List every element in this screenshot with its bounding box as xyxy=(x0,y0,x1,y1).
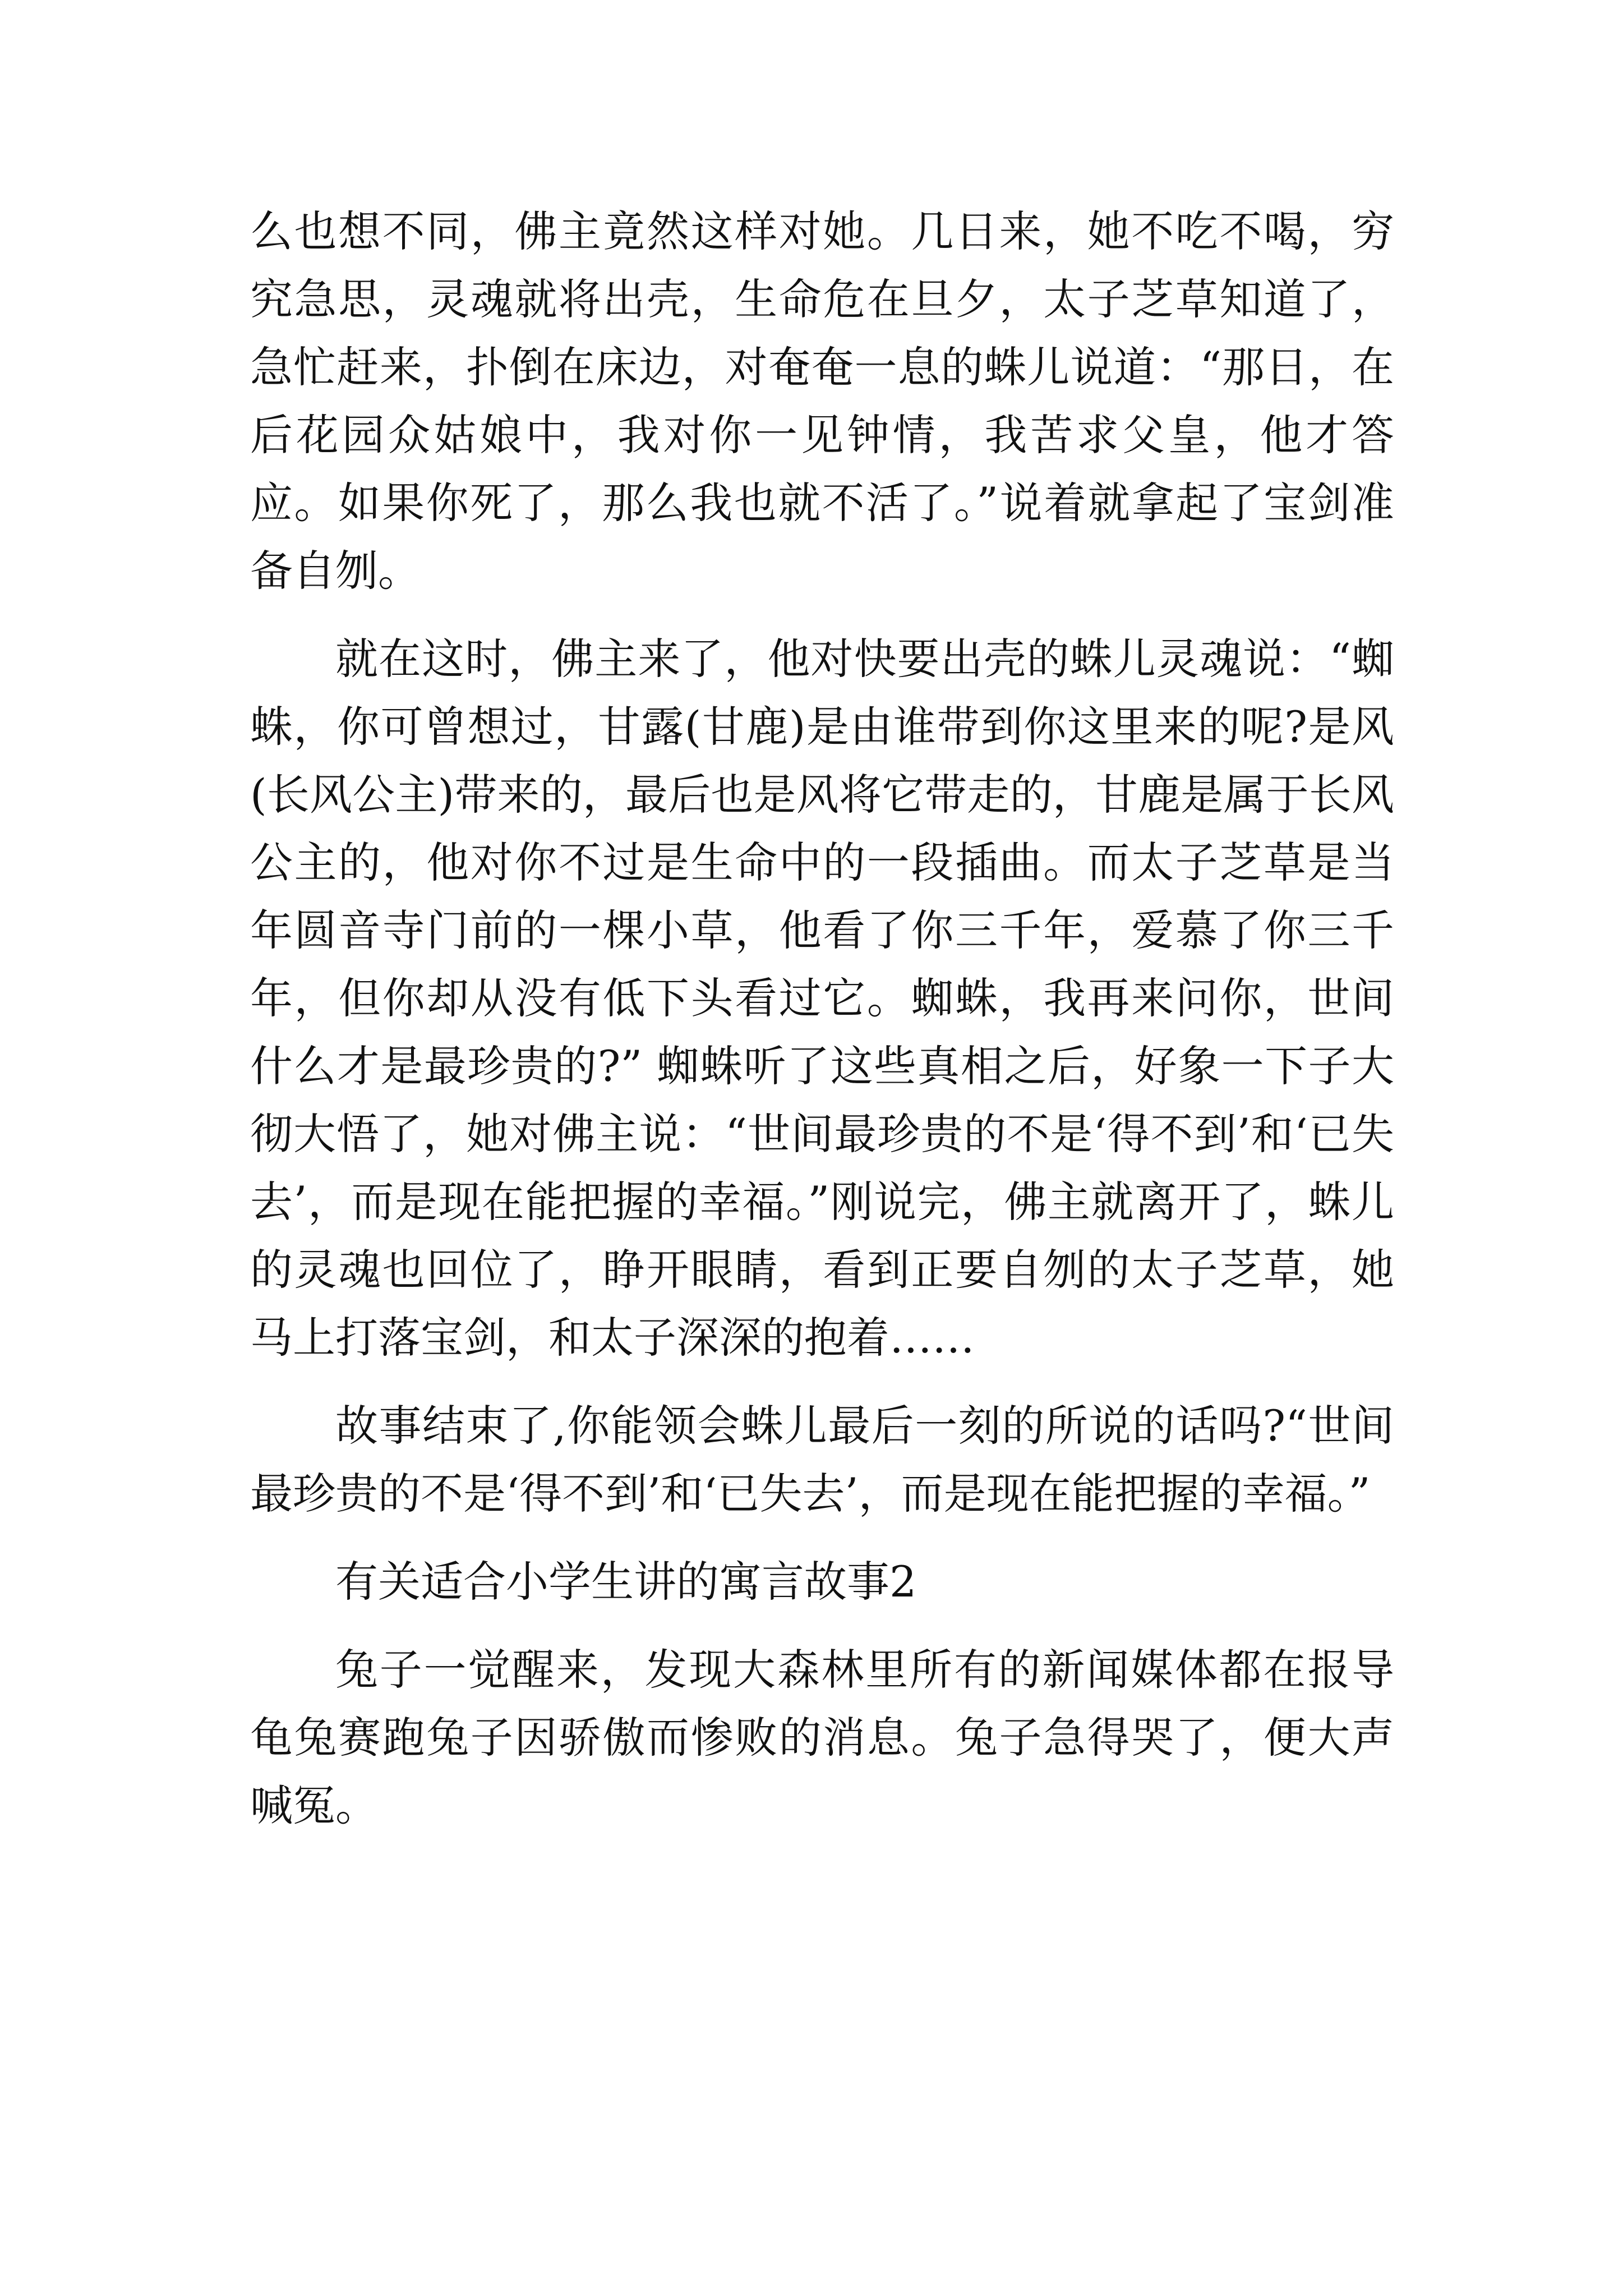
document-body xyxy=(250,197,1394,1860)
paragraph-story-ending: 故事结束了,你能领会蛛儿最后一刻的所说的话吗?“世间最珍贵的不是‘得不到’和‘已失去’，而是现在能把握的幸福。” xyxy=(250,1401,1394,1519)
section-heading: 有关适合小学生讲的寓言故事2 xyxy=(335,1557,917,1607)
paragraph-continued: 么也想不同，佛主竟然这样对她。几日来，她不吃不喝，穷究急思，灵魂就将出壳，生命危在旦夕，太子芝草知道了，急忙赶来，扑倒在床边，对奄奄一息的蛛儿说道：“那日，在后花园众姑娘中，我对你一见钟情，我苦求父皇，他才答应。如果你死了，那么我也就不活了。”说着就拿起了宝剑准备自刎。 xyxy=(250,206,1394,596)
paragraph-rabbit-story: 兔子一觉醒来，发现大森林里所有的新闻媒体都在报导龟兔赛跑兔子因骄傲而惨败的消息。兔子急得哭了，便大声喊冤。 xyxy=(250,1645,1394,1830)
paragraph-buddha-speaks: 就在这时，佛主来了，他对快要出壳的蛛儿灵魂说：“蜘蛛，你可曾想过，甘露(甘鹿)是由谁带到你这里来的呢?是风(长风公主)带来的，最后也是风将它带走的，甘鹿是属于长风公主的，他对你不过是生命中的一段插曲。而太子芝草是当年圆音寺门前的一棵小草，他看了你三千年，爱慕了你三千年，但你却从没有低下头看过它。蜘蛛，我再来问你，世间什么才是最珍贵的?” 蜘蛛听了这些真相之后，好象一下子大彻大悟了，她对佛主说：“世间最珍贵的不是‘得不到’和‘已失去’，而是现在能把握的幸福。”刚说完，佛主就离开了，蛛儿的灵魂也回位了，睁开眼睛，看到正要自刎的太子芝草，她马上打落宝剑，和太子深深的抱着…… xyxy=(250,634,1394,1363)
